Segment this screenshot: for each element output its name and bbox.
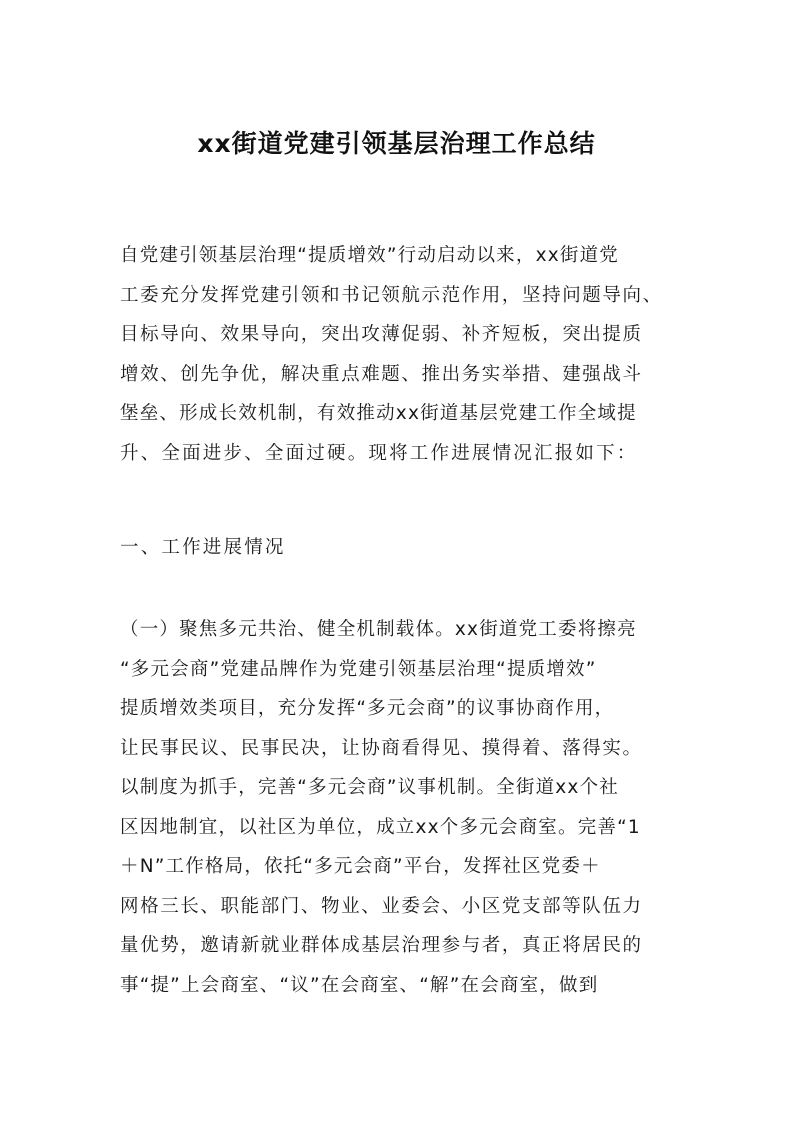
section-heading <box>120 528 680 568</box>
document-title: xx街道党建引领基层治理工作总结 <box>197 129 596 158</box>
section-1-line: 提质增效类项目，充分发挥“多元会商”的议事协商作用， <box>120 698 615 719</box>
section-1-line: 以制度为抓手，完善“多元会商”议事机制。全街道xx个社 <box>120 777 619 798</box>
section-heading-text: 一、工作进展情况 <box>120 537 286 558</box>
intro-line: 堡垒、形成长效机制，有效推动xx街道基层党建工作全域提 <box>120 403 637 424</box>
intro-line: 升、全面进步、全面过硬。现将工作进展情况汇报如下： <box>120 442 638 464</box>
section-1-line: ＋N”工作格局，依托“多元会商”平台，发挥社区党委＋ <box>120 856 601 877</box>
intro-line: 增效、创先争优，解决重点难题、推出务实举措、建强战斗 <box>120 363 643 385</box>
section-1-line: 让民事民议、民事民决，让协商看得见、摸得着、落得实。 <box>120 737 643 759</box>
section-1-line: 量优势，邀请新就业群体成基层治理参与者，真正将居民的 <box>120 935 643 956</box>
intro-line: 自党建引领基层治理“提质增效”行动启动以来，xx街道党 <box>120 245 619 266</box>
section-1-paragraph <box>120 610 680 1005</box>
intro-line: 目标导向、效果导向，突出攻薄促弱、补齐短板，突出提质 <box>120 324 643 345</box>
intro-line: 工委充分发挥党建引领和书记领航示范作用，坚持问题导向、 <box>120 284 663 306</box>
section-1-line: 区因地制宜，以社区为单位，成立xx个多元会商室。完善“1 <box>120 816 641 838</box>
section-1-line: 网格三长、职能部门、物业、业委会、小区党支部等队伍力 <box>120 895 643 917</box>
section-1-line: （一）聚焦多元共治、健全机制载体。xx街道党工委将擦亮 <box>120 619 637 640</box>
section-1-line: 事“提”上会商室、“议”在会商室、“解”在会商室，做到 <box>120 974 599 996</box>
section-1-line: “多元会商”党建品牌作为党建引领基层治理“提质增效” <box>120 658 597 680</box>
intro-paragraph <box>120 236 680 473</box>
